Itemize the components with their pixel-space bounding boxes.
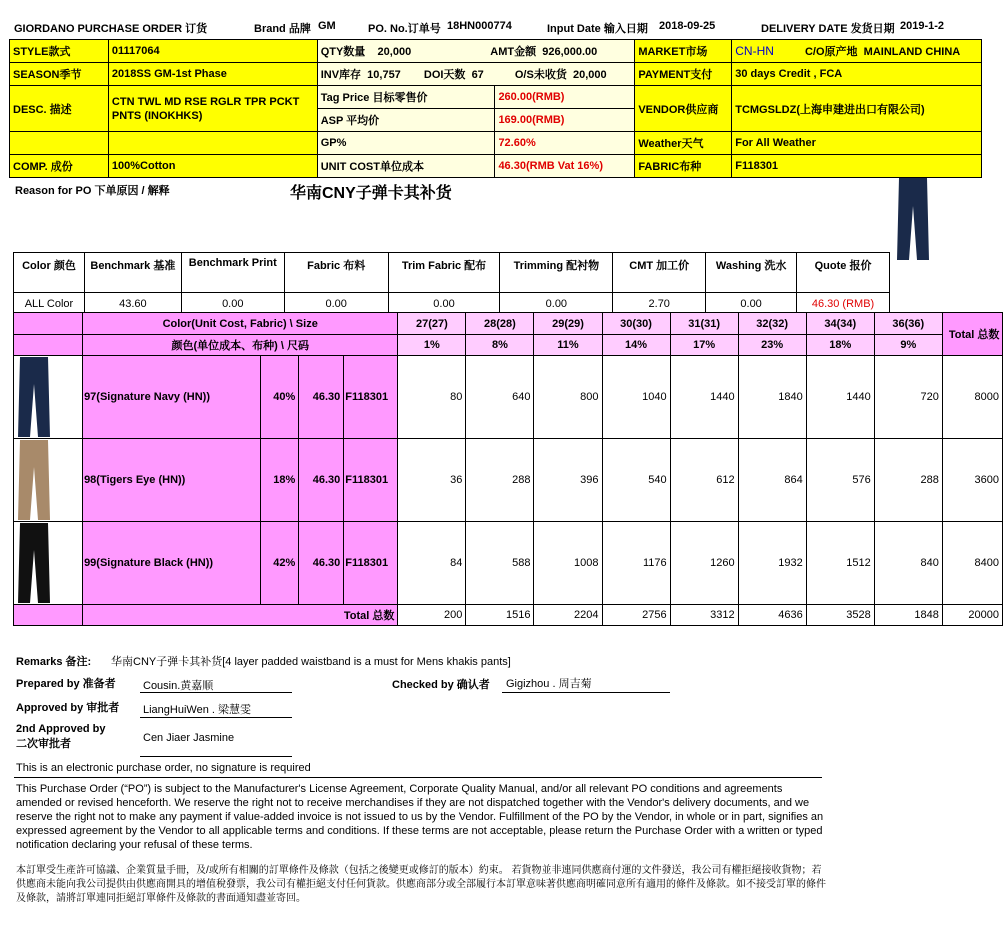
inv-value: 10,757 <box>367 69 401 81</box>
grid-corner <box>14 313 83 335</box>
asp-value: 169.00(RMB) <box>495 109 635 132</box>
po-label: PO. No.订单号 <box>368 23 441 35</box>
size-header: 28(28) <box>466 313 534 335</box>
tag-value: 260.00(RMB) <box>495 86 635 109</box>
bench-value: 0.00 <box>388 293 500 316</box>
qty-cell: 288 <box>466 439 534 522</box>
remarks-label: Remarks 备注: <box>16 656 92 668</box>
company-title: GIORDANO PURCHASE ORDER 订货 <box>14 23 208 35</box>
approved2-label-en: 2nd Approved by <box>16 723 106 735</box>
qty-cell: 1932 <box>738 522 806 605</box>
prepared-value: Cousin.黄嘉顺 <box>143 680 214 692</box>
size-header: 32(32) <box>738 313 806 335</box>
inv-cell <box>317 63 635 86</box>
color-pct: 18% <box>261 439 299 522</box>
color-cost: 46.30 <box>299 356 344 439</box>
ratio-header: 1% <box>398 335 466 356</box>
bench-header: Washing 洗水 <box>706 253 797 293</box>
qty-cell: 84 <box>398 522 466 605</box>
os-label: O/S未收货 <box>514 69 567 81</box>
qty-amt-cell <box>317 40 635 63</box>
swatch-cell <box>14 522 83 605</box>
color-cost: 46.30 <box>299 522 344 605</box>
qty-label: QTY数量 <box>320 46 366 58</box>
terms-cn: 本訂單受生產許可協議、企業質量手冊，及/或所有相關的訂單條件及條款（包括之後變更或修訂的版本）約束。 若貨物並非連同供應商付運的文件發送，我公司有權拒絕接收貨物；若供應商未能向我公司提供由供應商開具的增值稅發票，我公司有權拒絕支付任何貨款。供應商部分或全部履行本訂單意味著供應商明確同意所有適用的條件及條款。如不接受訂單的條件及條款，請將訂單連同拒絕訂單條件及條款的書面通知盡並寄回。 <box>16 865 826 904</box>
input-date: 2018-09-25 <box>659 20 716 32</box>
table-row <box>14 522 1003 605</box>
sum-cell: 2204 <box>534 605 602 626</box>
comp-label: COMP. 成份 <box>10 155 109 178</box>
input-date-label: Input Date 输入日期 <box>547 23 648 35</box>
bench-header: Color 颜色 <box>14 253 85 293</box>
grid-corner <box>14 335 83 356</box>
size-header: 27(27) <box>398 313 466 335</box>
inv-label: INV库存 <box>320 69 362 81</box>
qty-cell: 720 <box>874 356 942 439</box>
bench-value: ALL Color <box>14 293 85 316</box>
approved-value: LiangHuiWen . 梁慧雯 <box>143 704 252 716</box>
bench-header: Quote 报价 <box>797 253 890 293</box>
qty-cell: 864 <box>738 439 806 522</box>
prepared-line <box>140 692 292 693</box>
total-header: Total 总数 <box>942 313 1002 356</box>
bench-value: 2.70 <box>613 293 706 316</box>
ratio-header: 11% <box>534 335 602 356</box>
empty-cell <box>108 132 317 155</box>
bench-header: Trim Fabric 配布 <box>388 253 500 293</box>
ratio-header: 23% <box>738 335 806 356</box>
row-total: 3600 <box>942 439 1002 522</box>
sum-cell: 1848 <box>874 605 942 626</box>
color-name: 99(Signature Black (HN)) <box>83 522 261 605</box>
market-co-cell <box>732 40 982 63</box>
benchmark-table <box>13 252 890 316</box>
tag-label: Tag Price 目标零售价 <box>317 86 495 109</box>
grid-title-cn: 颜色(单位成本、布种) \ 尺码 <box>83 335 398 356</box>
qty-cell: 80 <box>398 356 466 439</box>
payment-value: 30 days Credit , FCA <box>732 63 982 86</box>
size-header: 31(31) <box>670 313 738 335</box>
sum-cell: 4636 <box>738 605 806 626</box>
qty-cell: 1840 <box>738 356 806 439</box>
approved-line <box>140 717 292 718</box>
qty-cell: 800 <box>534 356 602 439</box>
bench-header: Benchmark 基准 <box>84 253 181 293</box>
comp-value: 100%Cotton <box>108 155 317 178</box>
qty-cell: 588 <box>466 522 534 605</box>
bench-value: 43.60 <box>84 293 181 316</box>
amt-value: 926,000.00 <box>542 46 598 58</box>
khaki-pants-icon <box>14 439 54 521</box>
approved-label: Approved by 审批者 <box>16 702 120 714</box>
size-header: 36(36) <box>874 313 942 335</box>
qty-cell: 1040 <box>602 356 670 439</box>
qty-cell: 540 <box>602 439 670 522</box>
qty-value: 20,000 <box>377 46 412 58</box>
style-label: STYLE款式 <box>10 40 109 63</box>
delivery-date-label: DELIVERY DATE 发货日期 <box>761 23 895 35</box>
bench-value: 0.00 <box>284 293 388 316</box>
po-number: 18HN000774 <box>447 20 512 32</box>
gp-value: 72.60% <box>495 132 635 155</box>
bench-value: 0.00 <box>706 293 797 316</box>
ratio-header: 18% <box>806 335 874 356</box>
approved2-label-cn: 二次审批者 <box>16 738 71 750</box>
brand-label: Brand 品牌 <box>254 23 311 35</box>
asp-label: ASP 平均价 <box>317 109 495 132</box>
reason-label: Reason for PO 下单原因 / 解释 <box>15 185 170 197</box>
grand-total: 20000 <box>942 605 1002 626</box>
table-row <box>14 439 1003 522</box>
sum-cell: 1516 <box>466 605 534 626</box>
market-value: CN-HN <box>735 44 774 58</box>
market-label: MARKET市场 <box>635 40 732 63</box>
color-pct: 40% <box>261 356 299 439</box>
sum-cell: 2756 <box>602 605 670 626</box>
season-label: SEASON季节 <box>10 63 109 86</box>
row-total: 8400 <box>942 522 1002 605</box>
amt-label: AMT金额 <box>490 46 537 58</box>
ratio-header: 9% <box>874 335 942 356</box>
ratio-header: 14% <box>602 335 670 356</box>
bench-header: Benchmark Print <box>181 253 284 293</box>
payment-label: PAYMENT支付 <box>635 63 732 86</box>
sum-label: Total 总数 <box>83 605 398 626</box>
qty-cell: 1512 <box>806 522 874 605</box>
doi-value: 67 <box>471 69 484 81</box>
checked-label: Checked by 确认者 <box>392 679 490 691</box>
weather-label: Weather天气 <box>635 132 732 155</box>
season-value: 2018SS GM-1st Phase <box>108 63 317 86</box>
ratio-header: 17% <box>670 335 738 356</box>
black-pants-icon <box>14 522 54 604</box>
color-pct: 42% <box>261 522 299 605</box>
unit-cost-label: UNIT COST单位成本 <box>317 155 495 178</box>
size-header: 29(29) <box>534 313 602 335</box>
bench-value: 46.30 (RMB) <box>797 293 890 316</box>
navy-pants-icon <box>14 356 54 438</box>
info-table <box>9 39 982 178</box>
color-fabric: F118301 <box>344 356 398 439</box>
bench-value: 0.00 <box>181 293 284 316</box>
bench-header: Fabric 布料 <box>284 253 388 293</box>
style-value: 01117064 <box>108 40 317 63</box>
terms-divider <box>14 777 822 778</box>
qty-cell: 36 <box>398 439 466 522</box>
sum-corner <box>14 605 83 626</box>
sum-cell: 200 <box>398 605 466 626</box>
swatch-cell <box>14 439 83 522</box>
color-name: 98(Tigers Eye (HN)) <box>83 439 261 522</box>
size-grid-table <box>13 312 1003 626</box>
qty-cell: 640 <box>466 356 534 439</box>
qty-cell: 576 <box>806 439 874 522</box>
sum-row <box>14 605 1003 626</box>
unit-cost-value: 46.30(RMB Vat 16%) <box>495 155 635 178</box>
qty-cell: 1440 <box>806 356 874 439</box>
qty-cell: 1260 <box>670 522 738 605</box>
bench-header: Trimming 配衬物 <box>500 253 613 293</box>
weather-value: For All Weather <box>732 132 982 155</box>
remarks-text: 华南CNY子弹卡其补货[4 layer padded waistband is a must for Mens khakis pants] <box>111 656 511 668</box>
checked-line <box>502 692 670 693</box>
electronic-note: This is an electronic purchase order, no signature is required <box>16 762 311 774</box>
prepared-label: Prepared by 准备者 <box>16 678 116 690</box>
qty-cell: 288 <box>874 439 942 522</box>
qty-cell: 1440 <box>670 356 738 439</box>
os-value: 20,000 <box>572 69 607 81</box>
color-cost: 46.30 <box>299 439 344 522</box>
size-header: 34(34) <box>806 313 874 335</box>
co-value: MAINLAND CHINA <box>863 46 961 58</box>
grid-title-en: Color(Unit Cost, Fabric) \ Size <box>83 313 398 335</box>
product-thumbnail-navy-pants <box>893 176 933 262</box>
empty-cell <box>10 132 109 155</box>
approved2-line <box>140 756 292 757</box>
color-fabric: F118301 <box>344 439 398 522</box>
table-row <box>14 356 1003 439</box>
qty-cell: 840 <box>874 522 942 605</box>
sum-cell: 3528 <box>806 605 874 626</box>
qty-cell: 396 <box>534 439 602 522</box>
approved2-value: Cen Jiaer Jasmine <box>143 732 235 744</box>
bench-value: 0.00 <box>500 293 613 316</box>
qty-cell: 1008 <box>534 522 602 605</box>
sum-cell: 3312 <box>670 605 738 626</box>
delivery-date: 2019-1-2 <box>900 20 945 32</box>
qty-cell: 1176 <box>602 522 670 605</box>
size-header: 30(30) <box>602 313 670 335</box>
row-total: 8000 <box>942 356 1002 439</box>
fabric-label: FABRIC布种 <box>635 155 732 178</box>
vendor-value: TCMGSLDZ(上海申建进出口有限公司) <box>732 86 982 132</box>
color-name: 97(Signature Navy (HN)) <box>83 356 261 439</box>
swatch-cell <box>14 356 83 439</box>
fabric-value: F118301 <box>732 155 982 178</box>
doi-label: DOI天数 <box>423 69 466 81</box>
vendor-label: VENDOR供应商 <box>635 86 732 132</box>
qty-cell: 612 <box>670 439 738 522</box>
desc-label: DESC. 描述 <box>10 86 109 132</box>
desc-value: CTN TWL MD RSE RGLR TPR PCKT PNTS (INOKHKS) <box>108 86 317 132</box>
color-fabric: F118301 <box>344 522 398 605</box>
gp-label: GP% <box>317 132 495 155</box>
bench-header: CMT 加工价 <box>613 253 706 293</box>
co-label: C/O原产地 <box>804 46 858 58</box>
ratio-header: 8% <box>466 335 534 356</box>
brand-value: GM <box>318 20 336 32</box>
checked-value: Gigizhou . 周吉菊 <box>506 678 592 690</box>
reason-text: 华南CNY子弹卡其补货 <box>290 185 452 202</box>
terms-en: This Purchase Order (“PO”) is subject to the Manufacturer's License Agreement, Corporate Quality Manual, and/or all relevant PO conditions and agreements amended or revised henceforth. We reserve the right not to receive merchandises if they are not dispatched together with the Vendor's delivery documents, and we reserve the right not to make any payment if value-added invoice is not issued to us by the Vendor. Fulfillment of the PO by the Vendor, in whole or in part, signifies an expressed agreement by the Vendor to all applicable terms and conditions. If these terms are not acceptable, please return the Purchase Order with a written or typed notification declaring your refusal of these terms. <box>16 783 824 851</box>
